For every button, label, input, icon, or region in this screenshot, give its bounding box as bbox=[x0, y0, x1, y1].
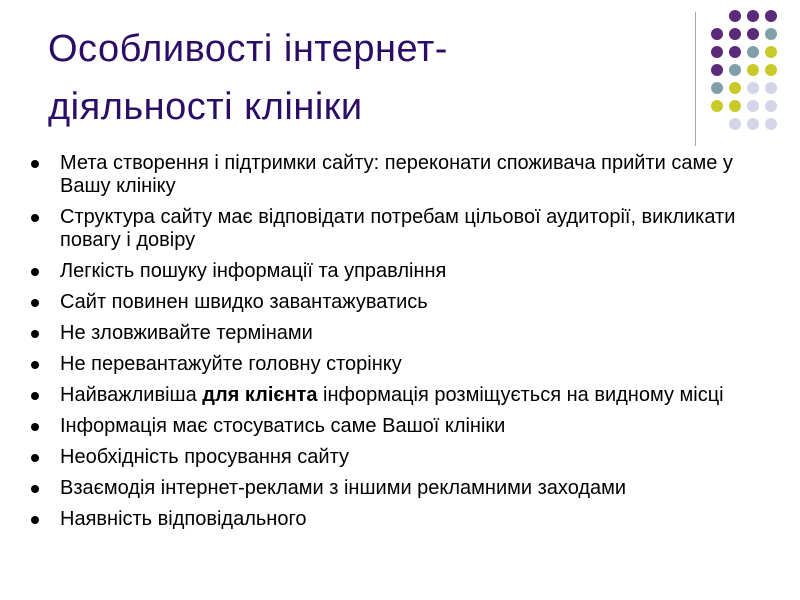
bullet-text-bold: для клієнта bbox=[202, 384, 318, 406]
bullet-text: Не перевантажуйте головну сторінку bbox=[60, 353, 402, 375]
yellow-dot bbox=[711, 100, 723, 112]
purple-dot bbox=[711, 46, 723, 58]
lavender-dot bbox=[765, 82, 777, 94]
bullet-item bbox=[30, 322, 770, 345]
purple-dot bbox=[765, 10, 777, 22]
lavender-dot bbox=[729, 118, 741, 130]
lavender-dot bbox=[747, 118, 759, 130]
bullet-list bbox=[30, 152, 770, 539]
bullet-text: Структура сайту має відповідати потребам цільової аудиторії, викликати повагу і довіру bbox=[60, 206, 736, 251]
bullet-text: Необхідність просування сайту bbox=[60, 446, 349, 468]
bullet-text: Взаємодія інтернет-реклами з іншими рекламними заходами bbox=[60, 477, 627, 499]
purple-dot bbox=[747, 28, 759, 40]
purple-dot bbox=[711, 28, 723, 40]
slide-title-line-1: Особливості інтернет- bbox=[48, 28, 448, 70]
yellow-dot bbox=[765, 64, 777, 76]
teal-dot bbox=[729, 64, 741, 76]
bullet-item bbox=[30, 260, 770, 283]
yellow-dot bbox=[747, 64, 759, 76]
slide-title-line-2: діяльності клініки bbox=[48, 86, 363, 128]
yellow-dot bbox=[729, 82, 741, 94]
bullet-text: Наявність відповідального bbox=[60, 508, 307, 530]
bullet-text: Інформація має стосуватись саме Вашої клініки bbox=[60, 415, 506, 437]
bullet-dot-icon bbox=[31, 485, 39, 493]
bullet-item bbox=[30, 508, 770, 531]
bullet-item bbox=[30, 446, 770, 469]
bullet-dot-icon bbox=[31, 330, 39, 338]
bullet-dot-icon bbox=[31, 423, 39, 431]
bullet-item bbox=[30, 384, 770, 407]
bullet-dot-icon bbox=[31, 392, 39, 400]
bullet-text: Сайт повинен швидко завантажуватись bbox=[60, 291, 428, 313]
teal-dot bbox=[747, 46, 759, 58]
bullet-item bbox=[30, 353, 770, 376]
lavender-dot bbox=[747, 82, 759, 94]
bullet-item bbox=[30, 152, 770, 198]
yellow-dot bbox=[765, 46, 777, 58]
bullet-dot-icon bbox=[31, 299, 39, 307]
bullet-item bbox=[30, 291, 770, 314]
teal-dot bbox=[765, 28, 777, 40]
purple-dot bbox=[729, 46, 741, 58]
bullet-dot-icon bbox=[31, 454, 39, 462]
bullet-dot-icon bbox=[31, 361, 39, 369]
purple-dot bbox=[747, 10, 759, 22]
purple-dot bbox=[711, 64, 723, 76]
bullet-text-suffix: інформація розміщується на видному місці bbox=[317, 384, 724, 406]
bullet-dot-icon bbox=[31, 268, 39, 276]
bullet-text-prefix: Найважливіша bbox=[60, 384, 203, 406]
purple-dot bbox=[729, 10, 741, 22]
teal-dot bbox=[711, 82, 723, 94]
bullet-item bbox=[30, 477, 770, 500]
lavender-dot bbox=[765, 118, 777, 130]
bullet-text: Мета створення і підтримки сайту: переконати споживача прийти саме у Вашу клініку bbox=[60, 152, 733, 197]
decorative-divider bbox=[695, 12, 696, 146]
bullet-text: Легкість пошуку інформації та управління bbox=[60, 260, 447, 282]
lavender-dot bbox=[765, 100, 777, 112]
bullet-dot-icon bbox=[31, 214, 39, 222]
decorative-dot-grid bbox=[705, 10, 795, 135]
bullet-item bbox=[30, 206, 770, 252]
lavender-dot bbox=[747, 100, 759, 112]
purple-dot bbox=[729, 28, 741, 40]
bullet-dot-icon bbox=[31, 160, 39, 168]
bullet-dot-icon bbox=[31, 516, 39, 524]
bullet-text: Не зловживайте термінами bbox=[60, 322, 313, 344]
yellow-dot bbox=[729, 100, 741, 112]
bullet-item bbox=[30, 415, 770, 438]
slide-title bbox=[48, 20, 648, 136]
